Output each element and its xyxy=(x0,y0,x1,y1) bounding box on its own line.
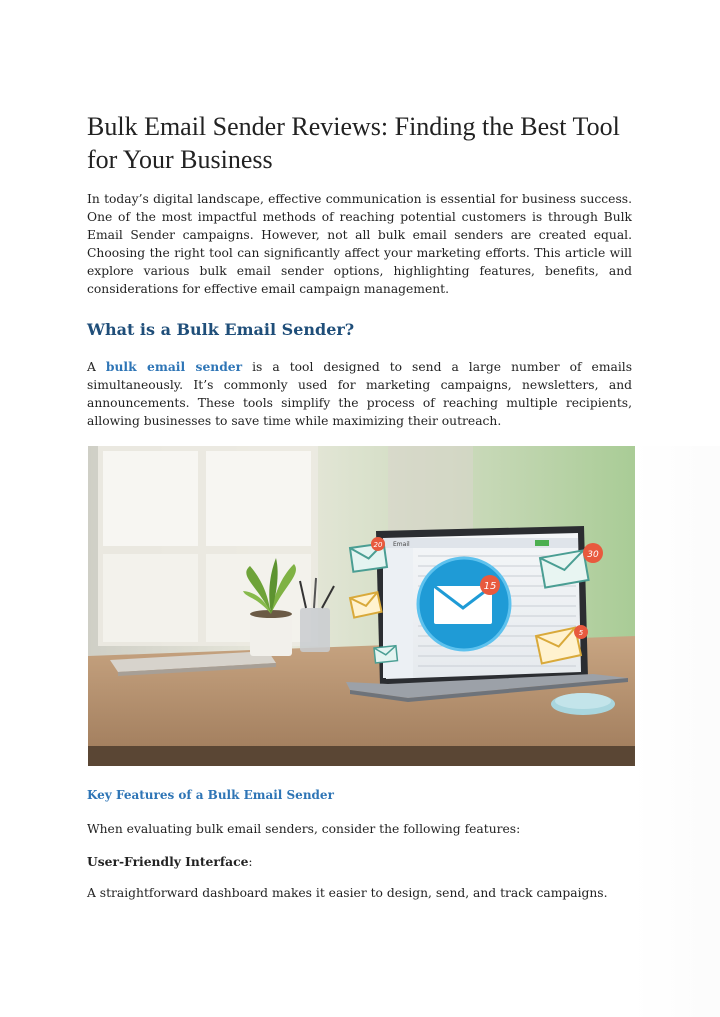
feature-description: A straightforward dashboard makes it easier to design, send, and track campaigns. xyxy=(87,886,608,900)
bulk-email-sender-link[interactable]: bulk email sender xyxy=(105,359,243,374)
feature-title: User-Friendly Interface xyxy=(87,854,249,869)
badge-20: 20 xyxy=(373,541,383,549)
badge-30: 30 xyxy=(587,550,599,560)
intro-paragraph: In today’s digital landscape, effective communication is essential for business success. One of the most impactful methods of reaching potential customers is through Bulk Email Sender campaigns. However, not all bulk email senders are created equal. Choosing the right tool can significantly affect your marketing efforts. This article will explore various bulk email sender options, highlighting features, benefits, and considerations for effective email campaign management. xyxy=(87,192,632,296)
badge-15: 15 xyxy=(483,581,497,592)
badge-5: 5 xyxy=(578,629,584,637)
feature-item xyxy=(87,853,632,871)
hero-image-laptop-email xyxy=(88,446,635,766)
definition-prefix: A xyxy=(87,360,106,374)
definition-paragraph xyxy=(87,358,632,430)
page-edge-shadow xyxy=(632,446,720,1017)
feature-colon: : xyxy=(248,855,253,869)
section-heading-key-features: Key Features of a Bulk Email Sender xyxy=(87,788,334,802)
screen-title: Email xyxy=(393,541,410,548)
page-title: Bulk Email Sender Reviews: Finding the Best Tool for Your Business xyxy=(87,112,620,174)
features-intro: When evaluating bulk email senders, consider the following features: xyxy=(87,822,521,836)
section-heading-what-is: What is a Bulk Email Sender? xyxy=(87,320,355,339)
definition-suffix: is a tool designed to send a large number of emails simultaneously. It’s commonly used for marketing campaigns, newsletters, and announcements. These tools simplify the process of reaching multiple recipients, allowing businesses to save time while maximizing their outreach. xyxy=(87,360,632,428)
